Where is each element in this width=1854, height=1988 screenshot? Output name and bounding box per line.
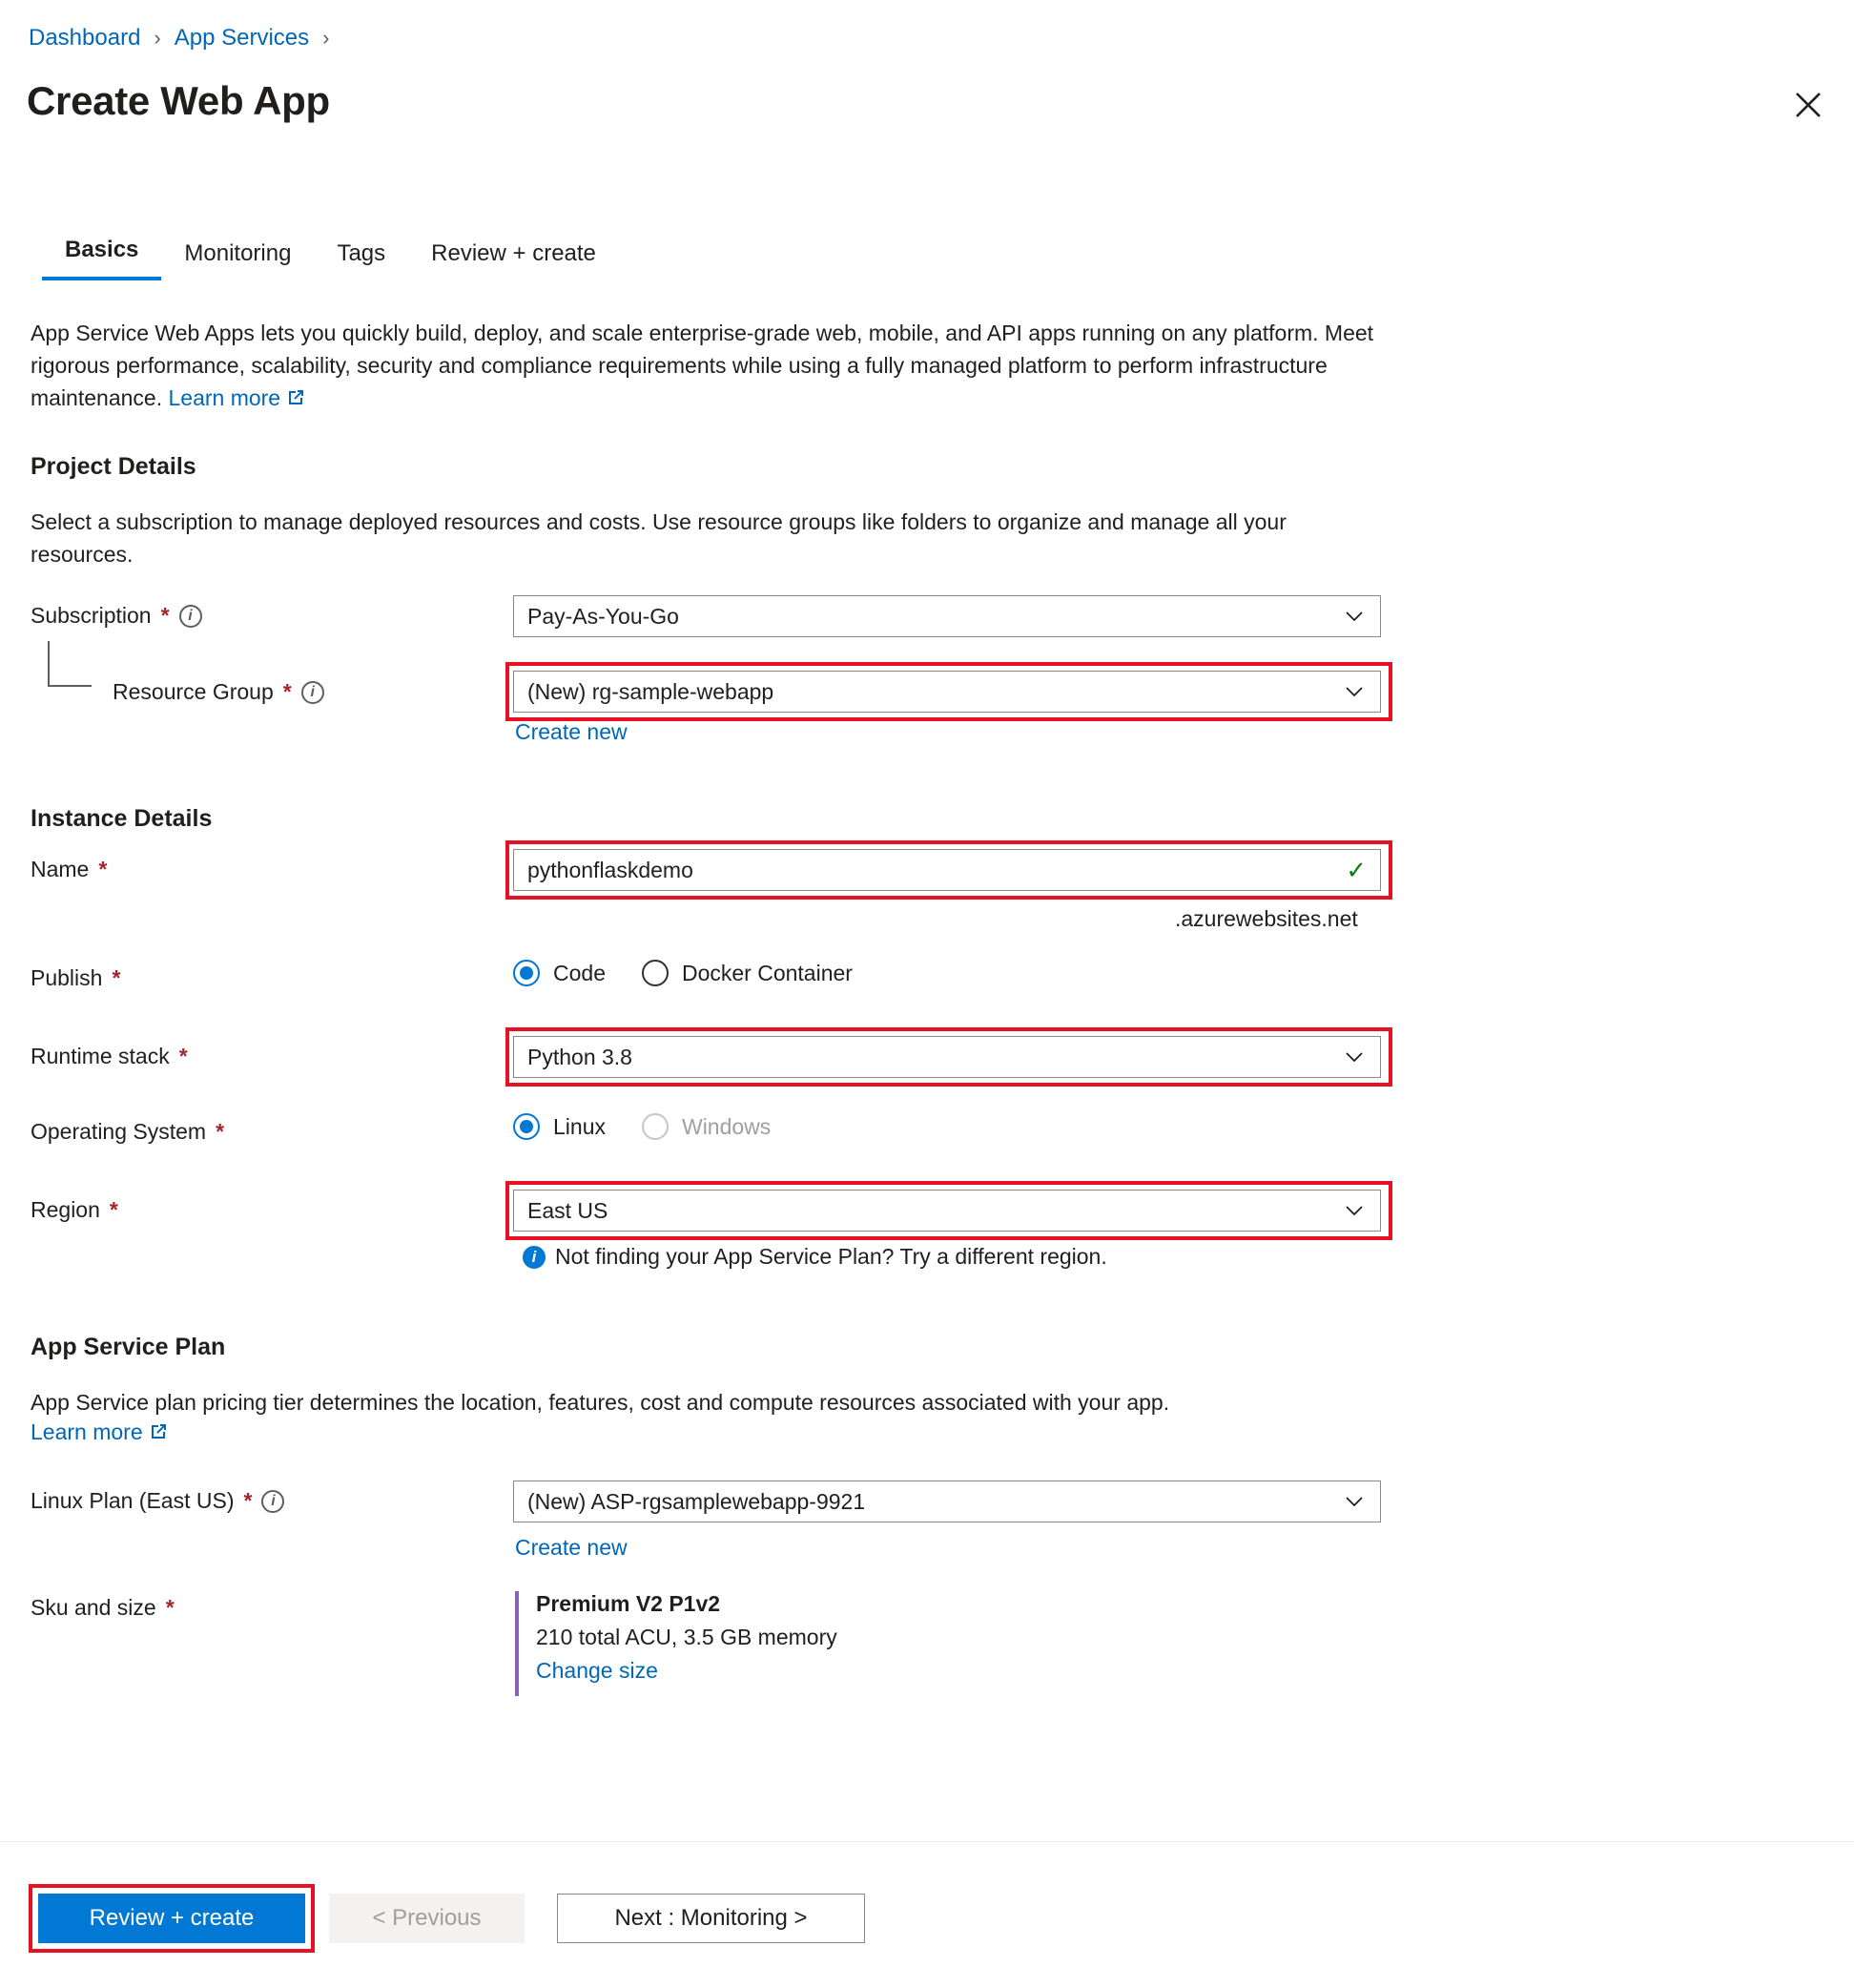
app-service-plan-learn-more-label: Learn more bbox=[31, 1419, 143, 1444]
radio-selected-icon bbox=[513, 1113, 540, 1140]
breadcrumb-separator-2: › bbox=[322, 26, 330, 50]
radio-unselected-icon bbox=[642, 960, 669, 986]
name-input[interactable] bbox=[513, 849, 1381, 891]
subscription-label-text: Subscription bbox=[31, 603, 152, 628]
name-value: pythonflaskdemo bbox=[527, 857, 693, 882]
intro-paragraph bbox=[31, 317, 1385, 416]
publish-radio-group bbox=[513, 960, 853, 986]
tab-bar bbox=[42, 237, 619, 280]
chevron-down-icon bbox=[1342, 604, 1367, 629]
region-required-marker: * bbox=[109, 1197, 118, 1222]
breadcrumb-item-dashboard[interactable]: Dashboard bbox=[29, 25, 141, 51]
check-icon: ✓ bbox=[1346, 856, 1367, 884]
breadcrumb bbox=[29, 25, 342, 52]
radio-selected-icon bbox=[513, 960, 540, 986]
name-label-text: Name bbox=[31, 857, 90, 881]
chevron-down-icon bbox=[1342, 1198, 1367, 1223]
linux-plan-label-text: Linux Plan (East US) bbox=[31, 1488, 235, 1513]
sku-title: Premium V2 P1v2 bbox=[536, 1591, 721, 1616]
footer-divider bbox=[0, 1841, 1854, 1842]
sku-and-size-label bbox=[31, 1595, 175, 1621]
project-details-heading: Project Details bbox=[31, 453, 196, 480]
sku-summary bbox=[515, 1591, 837, 1696]
runtime-stack-value: Python 3.8 bbox=[527, 1044, 632, 1069]
operating-system-option-windows-label: Windows bbox=[681, 1113, 772, 1139]
chevron-down-icon bbox=[1342, 1489, 1367, 1514]
name-domain-suffix: .azurewebsites.net bbox=[1175, 906, 1358, 931]
subscription-value: Pay-As-You-Go bbox=[527, 603, 679, 629]
operating-system-label-text: Operating System bbox=[31, 1119, 207, 1144]
linux-plan-label bbox=[31, 1488, 284, 1514]
previous-button: < Previous bbox=[329, 1894, 525, 1943]
chevron-down-icon bbox=[1342, 1045, 1367, 1069]
operating-system-required-marker: * bbox=[216, 1119, 225, 1144]
sku-change-size-link[interactable]: Change size bbox=[536, 1658, 658, 1683]
region-label bbox=[31, 1197, 118, 1223]
publish-option-code-label: Code bbox=[553, 960, 606, 985]
runtime-stack-dropdown[interactable] bbox=[513, 1036, 1381, 1078]
region-info-note bbox=[523, 1244, 1107, 1270]
app-service-plan-heading: App Service Plan bbox=[31, 1334, 226, 1360]
next-monitoring-button[interactable]: Next : Monitoring > bbox=[557, 1894, 865, 1943]
info-icon: i bbox=[523, 1246, 546, 1269]
breadcrumb-separator-1: › bbox=[154, 26, 161, 50]
operating-system-option-linux-label: Linux bbox=[553, 1113, 606, 1139]
linux-plan-value: (New) ASP-rgsamplewebapp-9921 bbox=[527, 1488, 866, 1514]
subscription-label bbox=[31, 603, 202, 629]
operating-system-option-windows bbox=[642, 1113, 771, 1140]
resource-group-info-icon[interactable]: i bbox=[301, 681, 324, 704]
linux-plan-info-icon[interactable]: i bbox=[261, 1490, 284, 1513]
publish-option-docker-container[interactable] bbox=[642, 960, 853, 986]
resource-group-label-text: Resource Group bbox=[113, 679, 274, 704]
publish-option-code[interactable] bbox=[513, 960, 606, 986]
linux-plan-required-marker: * bbox=[243, 1488, 253, 1513]
operating-system-radio-group bbox=[513, 1113, 771, 1140]
region-label-text: Region bbox=[31, 1197, 100, 1222]
region-dropdown[interactable] bbox=[513, 1190, 1381, 1232]
resource-group-create-new-link[interactable]: Create new bbox=[515, 719, 628, 744]
app-service-plan-description: App Service plan pricing tier determines the location, features, cost and compute resources associated with your app. bbox=[31, 1390, 1170, 1415]
external-link-icon bbox=[149, 1421, 168, 1447]
linux-plan-dropdown[interactable] bbox=[513, 1481, 1381, 1522]
subscription-required-marker: * bbox=[160, 603, 170, 628]
publish-label bbox=[31, 965, 120, 991]
instance-details-heading: Instance Details bbox=[31, 805, 213, 832]
intro-learn-more-label: Learn more bbox=[168, 385, 281, 410]
region-info-note-text: Not finding your App Service Plan? Try a different region. bbox=[555, 1244, 1107, 1269]
app-service-plan-learn-more-link[interactable] bbox=[31, 1419, 168, 1447]
close-icon[interactable] bbox=[1789, 86, 1827, 124]
name-label bbox=[31, 857, 107, 882]
resource-group-tree-connector bbox=[48, 641, 92, 687]
runtime-stack-label bbox=[31, 1044, 188, 1069]
intro-text: App Service Web Apps lets you quickly build, deploy, and scale enterprise-grade web, mobile, and API apps running on any platform. Meet rigorous performance, scalability, security and compliance requirements while using a fully managed platform to perform infrastructure maintenance. bbox=[31, 321, 1374, 410]
resource-group-required-marker: * bbox=[282, 679, 292, 704]
linux-plan-create-new-link[interactable]: Create new bbox=[515, 1535, 628, 1560]
tab-monitoring[interactable]: Monitoring bbox=[184, 240, 292, 266]
operating-system-label bbox=[31, 1119, 224, 1145]
region-value: East US bbox=[527, 1197, 608, 1223]
review-create-button[interactable]: Review + create bbox=[38, 1894, 305, 1943]
project-details-description: Select a subscription to manage deployed resources and costs. Use resource groups like folders to organize and manage all your resources. bbox=[31, 509, 1287, 567]
runtime-stack-required-marker: * bbox=[178, 1044, 188, 1068]
radio-disabled-icon bbox=[642, 1113, 669, 1140]
tab-review-create[interactable]: Review + create bbox=[431, 240, 596, 266]
resource-group-label bbox=[113, 679, 324, 705]
external-link-icon bbox=[286, 383, 305, 416]
subscription-dropdown[interactable] bbox=[513, 595, 1381, 637]
resource-group-dropdown[interactable] bbox=[513, 671, 1381, 713]
subscription-info-icon[interactable]: i bbox=[179, 605, 202, 628]
name-required-marker: * bbox=[98, 857, 108, 881]
page-title: Create Web App bbox=[27, 78, 330, 123]
publish-label-text: Publish bbox=[31, 965, 103, 990]
publish-required-marker: * bbox=[112, 965, 121, 990]
runtime-stack-label-text: Runtime stack bbox=[31, 1044, 170, 1068]
operating-system-option-linux[interactable] bbox=[513, 1113, 606, 1140]
sku-description: 210 total ACU, 3.5 GB memory bbox=[536, 1625, 837, 1649]
breadcrumb-item-app-services[interactable]: App Services bbox=[174, 25, 310, 51]
chevron-down-icon bbox=[1342, 679, 1367, 704]
tab-tags[interactable]: Tags bbox=[337, 240, 386, 266]
sku-and-size-required-marker: * bbox=[165, 1595, 175, 1620]
intro-learn-more-link[interactable] bbox=[168, 385, 305, 410]
tab-basics[interactable]: Basics bbox=[42, 237, 161, 280]
sku-and-size-label-text: Sku and size bbox=[31, 1595, 156, 1620]
resource-group-value: (New) rg-sample-webapp bbox=[527, 678, 774, 704]
publish-option-docker-container-label: Docker Container bbox=[681, 960, 853, 985]
